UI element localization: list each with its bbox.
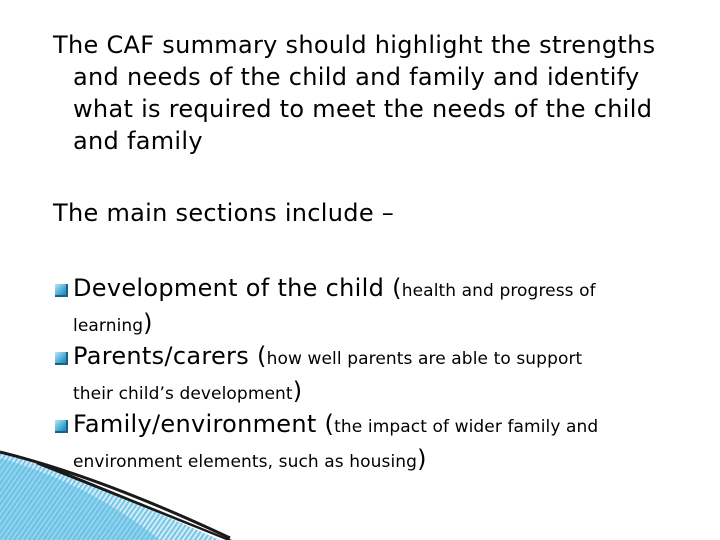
bullet-close-paren: ) (417, 445, 427, 473)
summary-paragraph: The CAF summary should highlight the strengths and needs of the child and family and identify what is required to meet the needs of the child and family (53, 31, 656, 155)
bullet-open-paren: ( (324, 410, 335, 438)
sections-intro: The main sections include – (53, 199, 395, 227)
square-bullet-icon (55, 420, 68, 433)
bullet-main-text: Development of the child (73, 274, 393, 302)
bullet-detail-text: the impact of wider family and (334, 417, 599, 437)
square-bullet-icon (55, 352, 68, 365)
bullet-close-paren: ) (292, 377, 303, 405)
list-item (55, 341, 693, 411)
square-bullet-icon (55, 284, 68, 297)
list-item (55, 273, 693, 343)
bullet-detail-text: how well parents are able to support (266, 349, 583, 369)
bullet-close-paren: ) (143, 309, 153, 337)
list-item (55, 409, 693, 479)
bullet-detail-continued: learning (73, 316, 144, 336)
bullet-detail-continued: environment elements, such as housing (73, 452, 418, 472)
bullet-open-paren: ( (256, 342, 267, 370)
bullet-detail-continued: their child’s development (73, 384, 293, 404)
bullet-open-paren: ( (392, 274, 402, 302)
bullet-main-text: Parents/carers (73, 342, 257, 370)
bullet-detail-text: health and progress of (401, 281, 596, 301)
bullet-main-text: Family/environment (73, 410, 325, 438)
